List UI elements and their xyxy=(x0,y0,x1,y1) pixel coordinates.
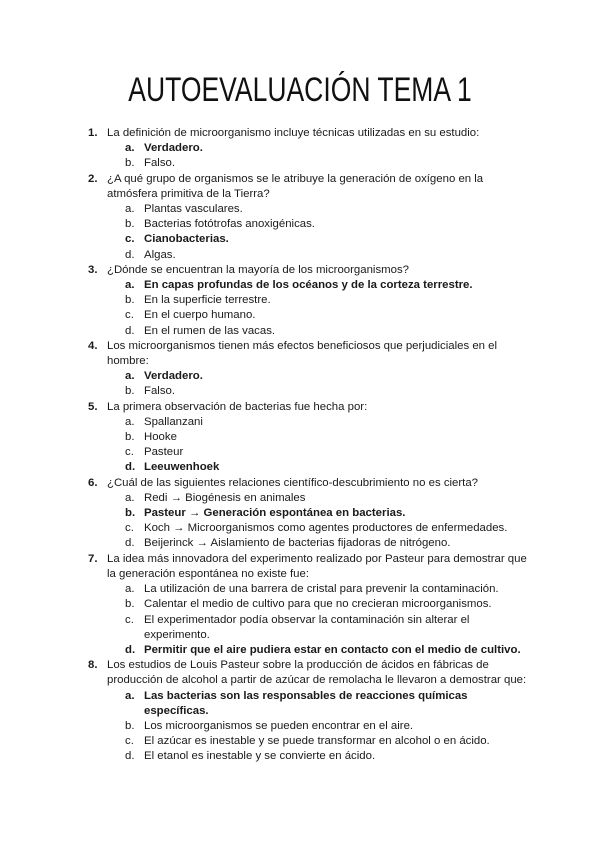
answer-option xyxy=(88,324,528,339)
question-text: La definición de microorganismo incluye técnicas utilizadas en su estudio: xyxy=(107,127,480,139)
answer-option-correct xyxy=(88,689,528,719)
question-text: ¿Dónde se encuentran la mayoría de los microorganismos? xyxy=(107,263,410,276)
option-text: Leeuwenhoek xyxy=(144,461,220,474)
question-number: 6. xyxy=(88,476,98,489)
option-letter: c. xyxy=(125,522,134,535)
option-text: Spallanzani xyxy=(144,415,203,428)
option-text: En el rumen de las vacas. xyxy=(144,324,276,337)
question-item xyxy=(88,476,528,491)
answer-option-correct xyxy=(88,141,528,156)
answer-option xyxy=(88,217,528,232)
answer-option xyxy=(88,719,528,734)
question-text: La primera observación de bacterias fue hecha por: xyxy=(107,400,368,413)
option-letter: a. xyxy=(125,583,135,596)
option-letter: c. xyxy=(125,446,134,459)
answer-option xyxy=(88,384,528,399)
question-item xyxy=(88,552,528,582)
answer-option xyxy=(88,156,528,171)
question-text: ¿A qué grupo de organismos se le atribuye la generación de oxígeno en la atmósfera primitiva de la Tierra? xyxy=(107,172,484,200)
option-letter: a. xyxy=(125,203,135,216)
option-text: En la superficie terrestre. xyxy=(144,294,271,307)
question-item xyxy=(88,658,528,688)
option-letter: a. xyxy=(125,142,135,155)
option-text: Los microorganismos se pueden encontrar en el aire. xyxy=(144,719,414,732)
answer-option xyxy=(88,597,528,612)
option-letter: d. xyxy=(125,324,135,337)
answer-option-correct xyxy=(88,460,528,475)
option-letter: b. xyxy=(125,218,135,231)
option-letter: d. xyxy=(125,643,136,656)
answer-option xyxy=(88,613,528,643)
option-text: Las bacterias son las responsables de reacciones químicas específicas. xyxy=(144,689,468,717)
answer-option-correct xyxy=(88,643,528,658)
option-text: En el cuerpo humano. xyxy=(144,309,256,322)
question-text: La idea más innovadora del experimento realizado por Pasteur para demostrar que la generación espontánea no existe fue: xyxy=(107,552,527,580)
answer-option xyxy=(88,293,528,308)
option-letter: d. xyxy=(125,750,135,763)
question-number: 1. xyxy=(88,127,98,139)
question-item xyxy=(88,400,528,415)
answer-option xyxy=(88,445,528,460)
option-text: Pasteur xyxy=(144,446,184,459)
option-text: Verdadero. xyxy=(144,370,203,383)
question-number: 4. xyxy=(88,339,98,352)
option-text: El etanol es inestable y se convierte en ácido. xyxy=(144,750,376,763)
question-item xyxy=(88,126,528,141)
option-letter: b. xyxy=(125,719,135,732)
option-letter: b. xyxy=(125,598,135,611)
option-letter: d. xyxy=(125,537,135,550)
option-letter: c. xyxy=(125,613,134,626)
option-letter: a. xyxy=(125,370,135,383)
option-letter: b. xyxy=(125,431,135,444)
answer-option xyxy=(88,430,528,445)
option-text: Pasteur → Generación espontánea en bacterias. xyxy=(144,507,406,520)
question-text: Los estudios de Louis Pasteur sobre la producción de ácidos en fábricas de producción de alcohol a partir de azúcar de remolacha le llevaron a demostrar que: xyxy=(107,659,527,687)
answer-option xyxy=(88,521,528,536)
question-item xyxy=(88,172,528,202)
option-letter: c. xyxy=(125,735,134,748)
answer-option xyxy=(88,536,528,551)
option-text: Hooke xyxy=(144,431,177,444)
option-letter: b. xyxy=(125,294,135,307)
option-text: La utilización de una barrera de cristal para prevenir la contaminación. xyxy=(144,583,499,596)
option-letter: a. xyxy=(125,689,135,702)
option-letter: b. xyxy=(125,385,135,398)
option-letter: b. xyxy=(125,507,136,520)
answer-option xyxy=(88,415,528,430)
answer-option xyxy=(88,308,528,323)
option-letter: a. xyxy=(125,491,135,504)
option-text: Beijerinck → Aislamiento de bacterias fijadoras de nitrógeno. xyxy=(144,537,451,550)
option-text: Bacterias fotótrofas anoxigénicas. xyxy=(144,218,315,231)
question-number: 3. xyxy=(88,263,98,276)
answer-option xyxy=(88,749,528,764)
question-number: 7. xyxy=(88,552,98,565)
answer-option xyxy=(88,491,528,506)
answer-option xyxy=(88,734,528,749)
page-title: AUTOEVALUACIÓN TEMA 1 xyxy=(128,71,472,109)
question-number: 5. xyxy=(88,400,98,413)
question-number: 2. xyxy=(88,172,98,185)
answer-option-correct xyxy=(88,506,528,521)
option-text: El experimentador podía observar la contaminación sin alterar el experimento. xyxy=(144,613,470,641)
option-text: Falso. xyxy=(144,157,176,170)
option-text: Falso. xyxy=(144,385,176,398)
question-text: ¿Cuál de las siguientes relaciones científico-descubrimiento no es cierta? xyxy=(107,476,479,489)
option-letter: a. xyxy=(125,415,135,428)
answer-option xyxy=(88,248,528,263)
option-text: Verdadero. xyxy=(144,142,203,155)
option-text: Permitir que el aire pudiera estar en contacto con el medio de cultivo. xyxy=(144,643,521,656)
option-letter: d. xyxy=(125,461,136,474)
answer-option xyxy=(88,582,528,597)
question-text: Los microorganismos tienen más efectos beneficiosos que perjudiciales en el hombre: xyxy=(107,339,498,368)
option-letter: c. xyxy=(125,233,135,246)
answer-option-correct xyxy=(88,369,528,384)
option-text: Plantas vasculares. xyxy=(144,203,243,216)
option-text: Koch → Microorganismos como agentes productores de enfermedades. xyxy=(144,522,508,535)
answer-option-correct xyxy=(88,278,528,293)
option-text: En capas profundas de los océanos y de la corteza terrestre. xyxy=(144,279,473,292)
question-item xyxy=(88,263,528,278)
option-letter: d. xyxy=(125,248,135,261)
question-item xyxy=(88,339,528,369)
question-number: 8. xyxy=(88,659,98,672)
option-text: Redi → Biogénesis en animales xyxy=(144,491,306,504)
option-text: Calentar el medio de cultivo para que no crecieran microorganismos. xyxy=(144,598,492,611)
option-letter: c. xyxy=(125,309,134,322)
question-list xyxy=(88,126,528,765)
option-letter: a. xyxy=(125,279,135,292)
answer-option xyxy=(88,202,528,217)
option-text: Cianobacterias. xyxy=(144,233,229,246)
option-letter: b. xyxy=(125,157,135,170)
option-text: Algas. xyxy=(144,248,176,261)
option-text: El azúcar es inestable y se puede transformar en alcohol o en ácido. xyxy=(144,735,490,748)
answer-option-correct xyxy=(88,232,528,247)
